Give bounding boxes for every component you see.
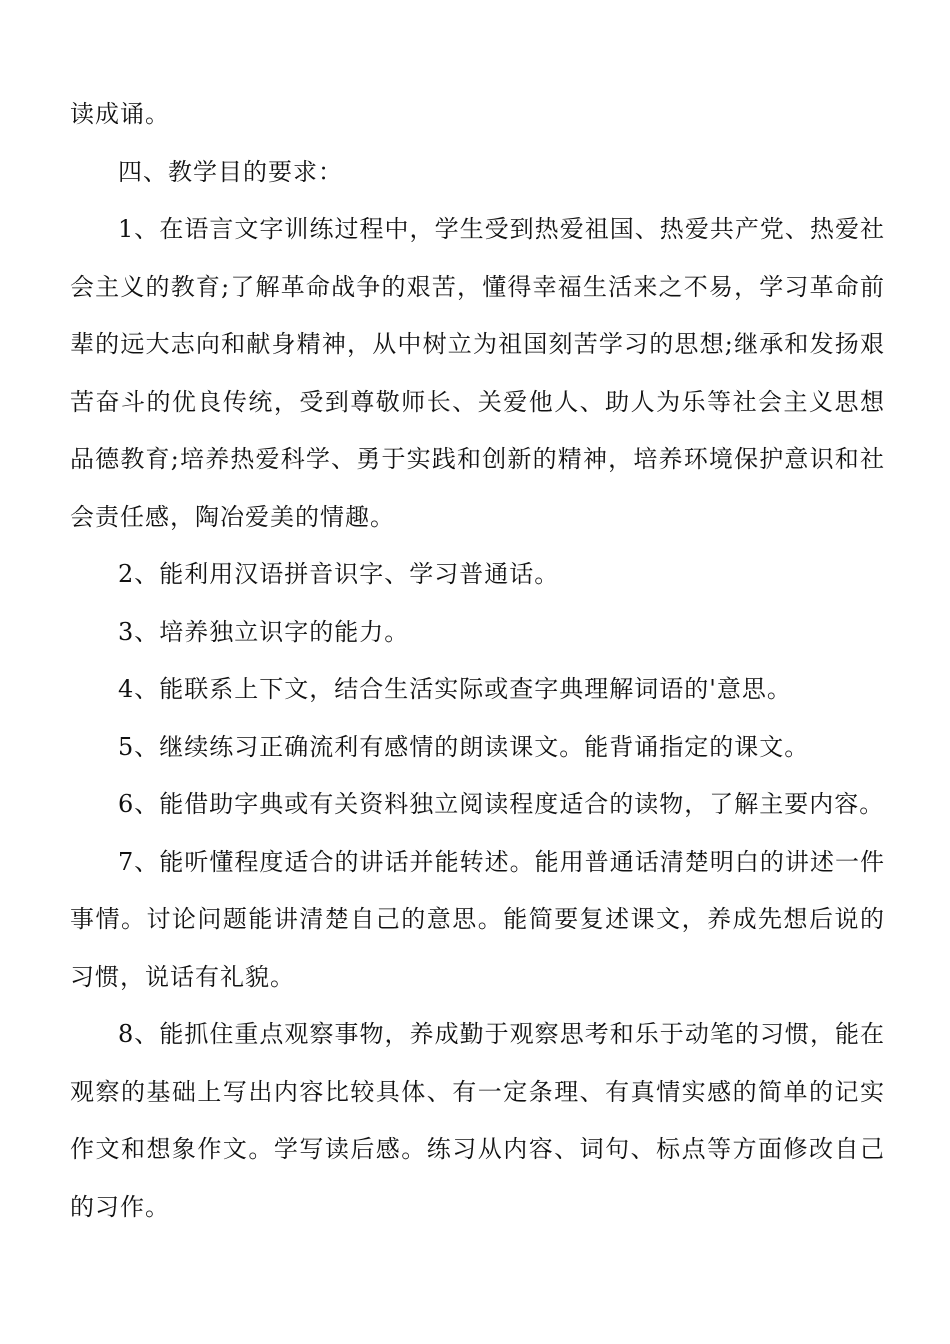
- paragraph-item-4: 4、能联系上下文，结合生活实际或查字典理解词语的'意思。: [118, 675, 792, 703]
- paragraph-item-6: 6、能借助字典或有关资料独立阅读程度适合的读物，了解主要内容。: [118, 790, 885, 818]
- section-heading: 四、教学目的要求：: [118, 157, 343, 186]
- document-body: [70, 86, 885, 1236]
- paragraph-item-5: 5、继续练习正确流利有感情的朗读课文。能背诵指定的课文。: [118, 732, 810, 761]
- paragraph-item-3: 3、培养独立识字的能力。: [118, 617, 410, 646]
- paragraph-item-8: 8、能抓住重点观察事物，养成勤于观察思考和乐于动笔的习惯，能在观察的基础上写出内容比较具体、有一定条理、有真情实感的简单的记实作文和想象作文。学写读后感。练习从内容、词句、标点等方面修改自己的习作。: [70, 1020, 885, 1221]
- paragraph-item-2: 2、能利用汉语拼音识字、学习普通话。: [118, 560, 560, 588]
- paragraph-continuation: 读成诵。: [70, 100, 170, 128]
- paragraph-item-1: 1、在语言文字训练过程中，学生受到热爱祖国、热爱共产党、热爱社会主义的教育;了解革命战争的艰苦，懂得幸福生活来之不易，学习革命前辈的远大志向和献身精神，从中树立为祖国刻苦学习的思想;继承和发扬艰苦奋斗的优良传统，受到尊敬师长、关爱他人、助人为乐等社会主义思想品德教育;培养热爱科学、勇于实践和创新的精神，培养环境保护意识和社会责任感，陶冶爱美的情趣。: [70, 215, 885, 531]
- paragraph-item-7: 7、能听懂程度适合的讲话并能转述。能用普通话清楚明白的讲述一件事情。讨论问题能讲清楚自己的意思。能简要复述课文，养成先想后说的习惯，说话有礼貌。: [70, 847, 885, 991]
